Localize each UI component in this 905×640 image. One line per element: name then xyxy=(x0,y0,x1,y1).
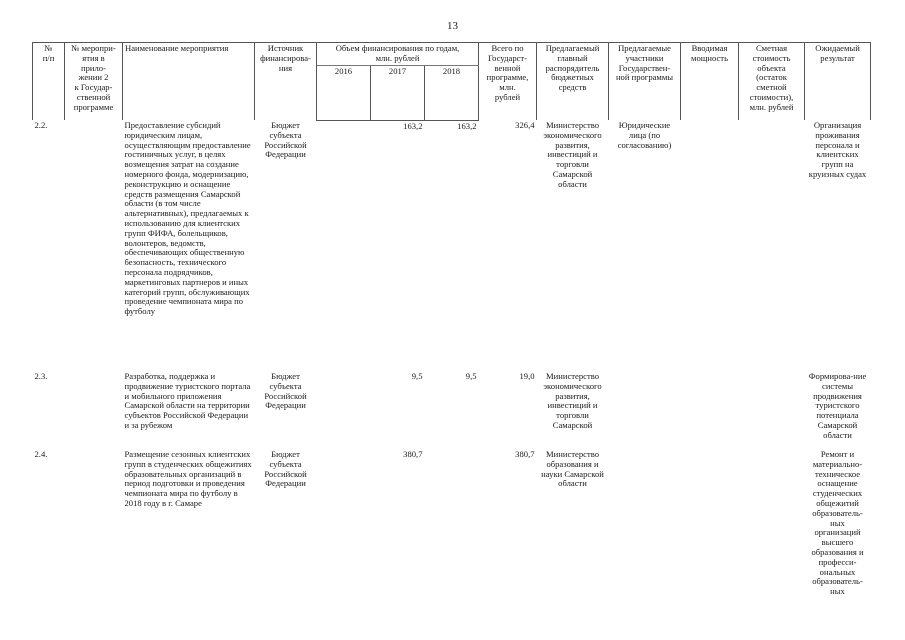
row-2016 xyxy=(317,120,371,371)
header-year-2017: 2017 xyxy=(371,65,425,120)
row-total: 19,0 xyxy=(519,371,535,382)
row-source: Бюджет субъекта Российской Федерации xyxy=(264,371,307,411)
row-source: Бюджет субъекта Российской Федерации xyxy=(264,120,307,160)
header-participants: Предлагаемые участники Государствен- ной программы xyxy=(609,43,681,121)
table-row xyxy=(33,449,871,598)
header-program-num: № меропри- ятия в прило- жении 2 к Государ- ственной программе xyxy=(65,43,123,121)
row-program-num xyxy=(65,120,123,371)
row-cost xyxy=(739,449,805,598)
row-capacity xyxy=(681,371,739,449)
row-result: Формирова-ние системы продвижения туристского потенциала Самарской области xyxy=(808,371,867,440)
row-manager: Министерство образования и науки Самарской области xyxy=(541,449,604,489)
row-2018: 9,5 xyxy=(465,371,477,382)
row-num: 2.2. xyxy=(34,120,48,131)
row-name: Размещение сезонных клиентских групп в студенческих общежитиях образовательных организаций в период подготовки и проведения чемпионата мира по футболу в 2018 году в г. Самаре xyxy=(124,449,252,509)
row-program-num xyxy=(65,371,123,449)
row-total: 326,4 xyxy=(515,120,535,131)
row-source: Бюджет субъекта Российской Федерации xyxy=(264,449,307,489)
page-number: 13 xyxy=(447,20,458,32)
row-2017: 9,5 xyxy=(411,371,423,382)
table-row xyxy=(33,371,871,449)
row-capacity xyxy=(681,449,739,598)
row-cost xyxy=(739,371,805,449)
header-funding: Объем финансирования по годам, млн. рублей xyxy=(317,43,479,66)
row-2016 xyxy=(317,449,371,598)
row-2017: 163,2 xyxy=(403,120,423,131)
header-total: Всего по Государст- венной программе, млн. рублей xyxy=(479,43,537,121)
row-participants xyxy=(609,371,681,449)
row-2018: 163,2 xyxy=(457,120,477,131)
header-capacity: Вводимая мощность xyxy=(681,43,739,121)
row-2016 xyxy=(317,371,371,449)
header-cost: Сметная стоимость объекта (остаток сметной стоимости), млн. рублей xyxy=(739,43,805,121)
header-manager: Предлагаемый главный распорядитель бюджетных средств xyxy=(537,43,609,121)
row-2018 xyxy=(425,449,479,598)
row-num: 2.4. xyxy=(34,449,48,460)
table-row xyxy=(33,120,871,371)
row-program-num xyxy=(65,449,123,598)
header-name: Наименование мероприятия xyxy=(123,43,255,121)
row-manager: Министерство экономического развития, инвестиций и торговли Самарской области xyxy=(543,120,602,189)
row-participants xyxy=(609,449,681,598)
row-num: 2.3. xyxy=(34,371,48,382)
header-year-2018: 2018 xyxy=(425,65,479,120)
row-manager: Министерство экономического развития, инвестиций и торговли Самарской xyxy=(543,371,602,431)
row-name: Предоставление субсидий юридическим лицам, осуществляющим предоставление гостиничных услуг, в целях возмещения затрат на создание номерного фонда, модернизацию, реконструкцию и оснащение средств размещения Самарской области (в том числе альтернативных), предлагаемых к использованию для клиентских групп ФИФА, болельщиков, волонтеров, ведомств, обеспечивающих общественную безопасность, технического персонала подрядчиков, маркетинговых партнеров и иных категорий групп, обслуживающих проведение чемпионата мира по футболу xyxy=(124,120,251,317)
row-result: Ремонт и материально-техническое оснащение студенческих общежитий образователь-ных организаций высшего образования и професси-ональных образователь-ных xyxy=(811,449,864,597)
header-result: Ожидаемый результат xyxy=(805,43,871,121)
row-participants: Юридические лица (по согласованию) xyxy=(617,120,672,150)
header-source: Источник финансирова- ния xyxy=(255,43,317,121)
row-name: Разработка, поддержка и продвижение туристского портала и мобильного приложения Самарской области на территории субъектов Российской Федерации и за рубежом xyxy=(124,371,251,431)
row-result: Организация проживания персонала и клиентских групп на круизных судах xyxy=(808,120,867,180)
header-num: № п/п xyxy=(33,43,65,121)
row-2017: 380,7 xyxy=(403,449,423,460)
row-total: 380,7 xyxy=(515,449,535,460)
row-capacity xyxy=(681,120,739,371)
row-cost xyxy=(739,120,805,371)
funding-table xyxy=(32,42,871,598)
header-year-2016: 2016 xyxy=(317,65,371,120)
